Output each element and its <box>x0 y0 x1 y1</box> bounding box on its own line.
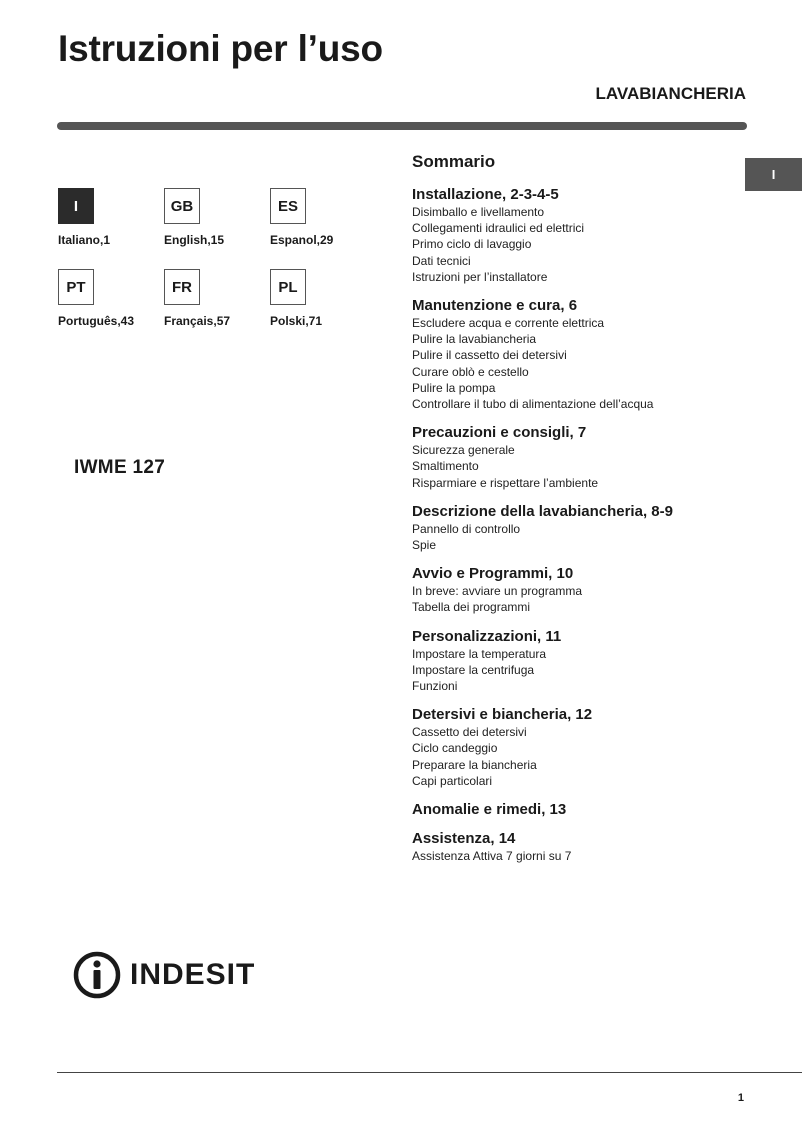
language-code-box: GB <box>164 188 200 224</box>
toc-item[interactable]: Assistenza Attiva 7 giorni su 7 <box>412 849 572 864</box>
toc-item[interactable]: Istruzioni per l’installatore <box>412 269 548 284</box>
language-entry-fr[interactable] <box>164 269 270 328</box>
toc-item[interactable]: Smaltimento <box>412 459 479 474</box>
logo-wordmark: INDESIT <box>130 958 256 991</box>
toc-section <box>412 706 742 789</box>
toc-section-title[interactable]: Manutenzione e cura, 6 <box>412 297 578 315</box>
toc-item[interactable]: Risparmiare e rispettare l’ambiente <box>412 475 599 490</box>
language-side-tab: I <box>745 158 802 191</box>
language-page-label: Italiano,1 <box>58 233 111 247</box>
product-category: LAVABIANCHERIA <box>595 84 746 103</box>
footer-divider <box>57 1072 802 1073</box>
language-code-box: ES <box>270 188 306 224</box>
toc-section <box>412 186 742 285</box>
toc-section <box>412 801 742 818</box>
toc-item[interactable]: Preparare la biancheria <box>412 757 537 772</box>
indesit-logo-icon <box>72 950 122 1000</box>
toc-section-title[interactable]: Assistenza, 14 <box>412 830 516 848</box>
toc-item[interactable]: Cassetto dei detersivi <box>412 725 527 740</box>
toc-item[interactable]: Pulire la pompa <box>412 380 496 395</box>
language-page-label: Espanol,29 <box>270 233 334 247</box>
page-title: Istruzioni per l’uso <box>58 28 383 69</box>
language-page-label: English,15 <box>164 233 225 247</box>
toc-item[interactable]: Capi particolari <box>412 773 493 788</box>
toc-item[interactable]: Primo ciclo di lavaggio <box>412 237 532 252</box>
toc-item[interactable]: Pannello di controllo <box>412 521 521 536</box>
toc-section-title[interactable]: Installazione, 2-3-4-5 <box>412 186 559 203</box>
toc-item[interactable]: Tabella dei programmi <box>412 600 531 615</box>
language-page-label: Français,57 <box>164 314 231 328</box>
toc-section-title[interactable]: Personalizzazioni, 11 <box>412 627 562 645</box>
page-number: 1 <box>737 1092 744 1104</box>
toc-item[interactable]: Spie <box>412 538 437 553</box>
toc-section-title[interactable]: Detersivi e biancheria, 12 <box>412 706 593 724</box>
language-code-box: PT <box>58 269 94 305</box>
toc-section-title[interactable]: Precauzioni e consigli, 7 <box>412 424 587 442</box>
toc-section <box>412 297 742 412</box>
model-number: IWME 127 <box>74 457 166 478</box>
table-of-contents <box>412 152 742 876</box>
toc-sections <box>412 186 742 864</box>
toc-section-title[interactable]: Anomalie e rimedi, 13 <box>412 801 567 819</box>
toc-item[interactable]: Ciclo candeggio <box>412 741 498 756</box>
language-page-label: Polski,71 <box>270 314 323 328</box>
toc-item[interactable]: Escludere acqua e corrente elettrica <box>412 316 605 331</box>
toc-section-title[interactable]: Descrizione della lavabiancheria, 8-9 <box>412 502 673 520</box>
toc-section <box>412 830 742 864</box>
language-entry-pt[interactable] <box>58 269 164 328</box>
language-page-label: Português,43 <box>58 314 135 328</box>
language-entry-it[interactable] <box>58 188 164 247</box>
toc-section <box>412 565 742 615</box>
toc-title: Sommario <box>412 152 496 171</box>
toc-item[interactable]: Pulire la lavabiancheria <box>412 332 537 347</box>
language-entry-gb[interactable] <box>164 188 270 247</box>
toc-item[interactable]: Curare oblò e cestello <box>412 364 529 379</box>
toc-item[interactable]: Sicurezza generale <box>412 443 515 458</box>
toc-item[interactable]: Pulire il cassetto dei detersivi <box>412 348 567 363</box>
language-entry-es[interactable] <box>270 188 376 247</box>
toc-item[interactable]: Impostare la temperatura <box>412 646 547 661</box>
language-code-box: FR <box>164 269 200 305</box>
toc-item[interactable]: Collegamenti idraulici ed elettrici <box>412 221 585 236</box>
toc-item[interactable]: Controllare il tubo di alimentazione dell’acqua <box>412 397 654 412</box>
toc-item[interactable]: Funzioni <box>412 679 458 694</box>
language-entry-pl[interactable] <box>270 269 376 328</box>
toc-item[interactable]: Dati tecnici <box>412 253 471 268</box>
language-code-box: PL <box>270 269 306 305</box>
toc-section <box>412 424 742 491</box>
toc-section <box>412 503 742 553</box>
toc-section <box>412 628 742 695</box>
toc-section-title[interactable]: Avvio e Programmi, 10 <box>412 565 574 583</box>
header-divider <box>57 122 747 130</box>
brand-logo <box>72 950 255 1000</box>
toc-item[interactable]: Impostare la centrifuga <box>412 662 535 677</box>
toc-item[interactable]: Disimballo e livellamento <box>412 205 545 219</box>
toc-item[interactable]: In breve: avviare un programma <box>412 584 583 599</box>
language-code-box: I <box>58 188 94 224</box>
language-index <box>58 188 376 328</box>
